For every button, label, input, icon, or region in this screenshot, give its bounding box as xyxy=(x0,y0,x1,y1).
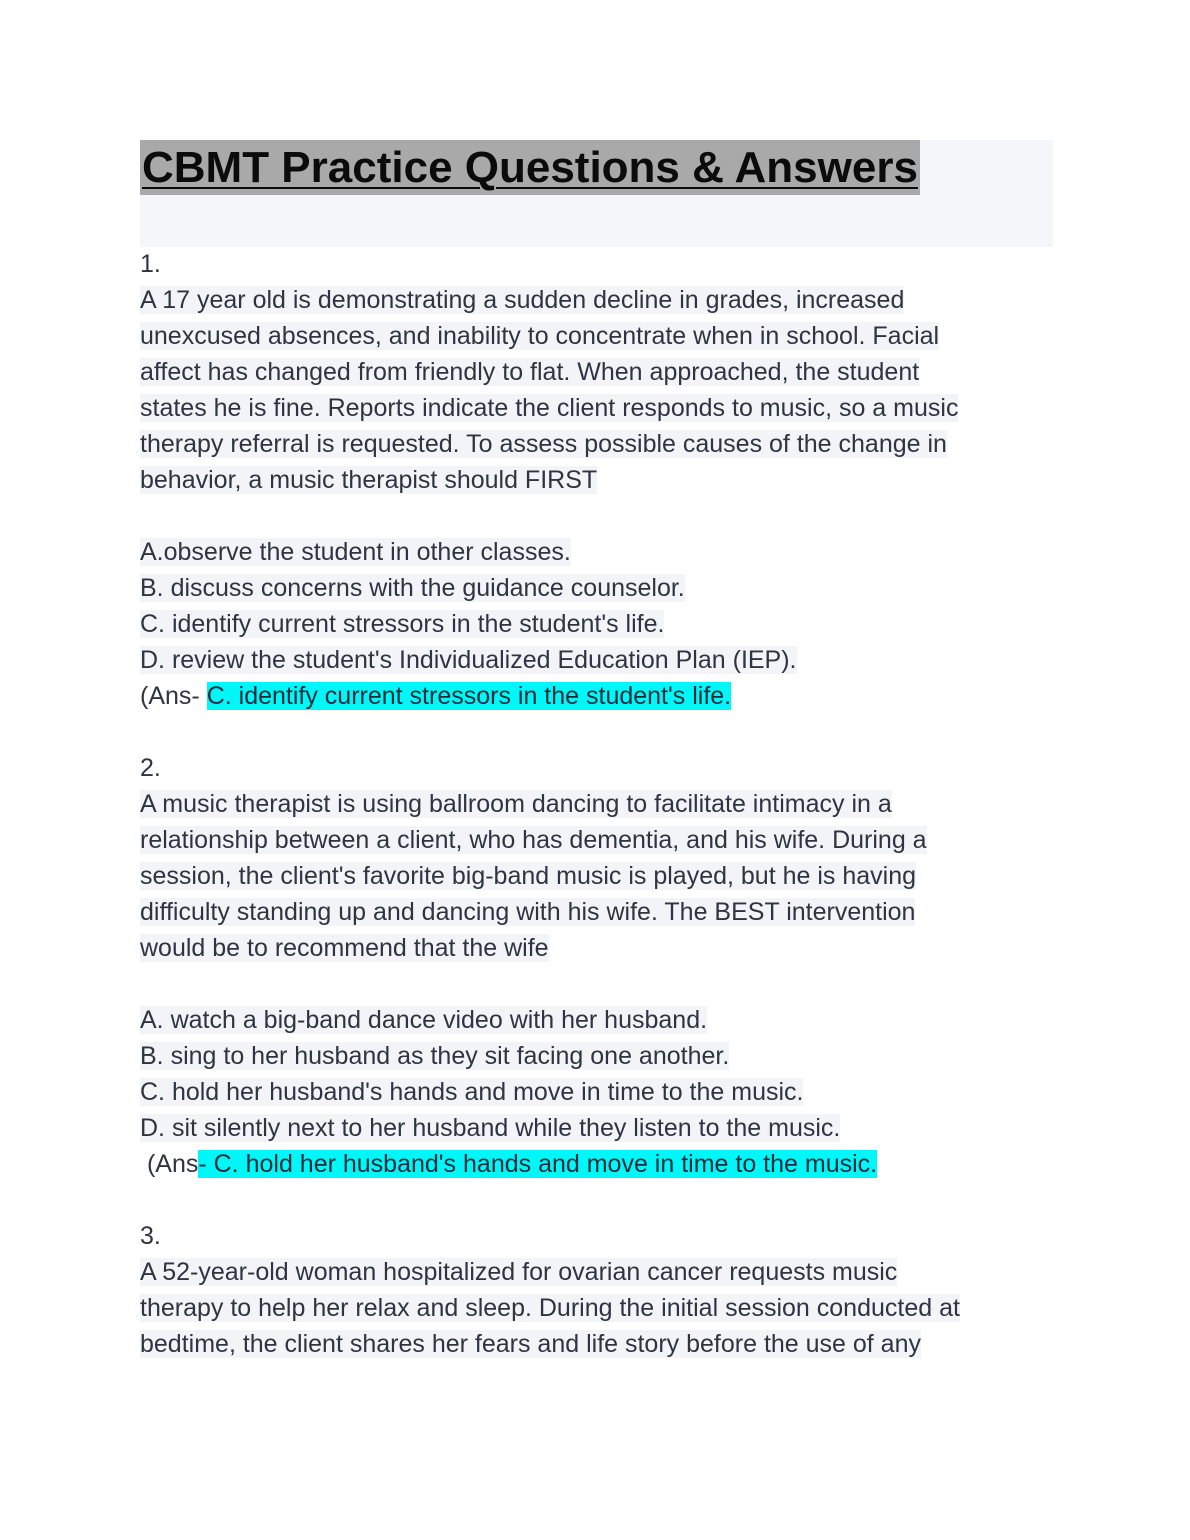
question-2-option-d: D. sit silently next to her husband while they listen to the music. xyxy=(140,1114,841,1142)
document-title: CBMT Practice Questions & Answers xyxy=(140,140,920,195)
question-3-text-line: therapy to help her relax and sleep. During the initial session conducted at xyxy=(140,1294,960,1322)
question-1-option-b: B. discuss concerns with the guidance counselor. xyxy=(140,574,685,602)
answer-highlight: - C. hold her husband's hands and move in time to the music. xyxy=(198,1150,878,1178)
answer-highlight: C. identify current stressors in the student's life. xyxy=(206,682,732,710)
question-2-text-line: difficulty standing up and dancing with his wife. The BEST intervention xyxy=(140,898,916,926)
question-1-text-line: affect has changed from friendly to flat. When approached, the student xyxy=(140,358,920,386)
question-1-text-line: therapy referral is requested. To assess possible causes of the change in xyxy=(140,430,947,458)
answer-prefix: (Ans- xyxy=(140,682,207,710)
question-2-text-line: A music therapist is using ballroom dancing to facilitate intimacy in a xyxy=(140,790,892,818)
question-3-text-line: bedtime, the client shares her fears and life story before the use of any xyxy=(140,1330,921,1358)
question-3-text-line: A 52-year-old woman hospitalized for ovarian cancer requests music xyxy=(140,1258,898,1286)
question-2-answer xyxy=(140,1146,877,1182)
question-2-option-b: B. sing to her husband as they sit facing one another. xyxy=(140,1042,730,1070)
question-1-option-d: D. review the student's Individualized Education Plan (IEP). xyxy=(140,646,797,674)
answer-prefix: (Ans xyxy=(140,1150,199,1178)
title-block xyxy=(140,140,1053,247)
question-1-text-line: behavior, a music therapist should FIRST xyxy=(140,466,598,494)
question-1-number: 1. xyxy=(140,250,161,278)
question-1-option-a: A.observe the student in other classes. xyxy=(140,538,571,566)
question-2-number: 2. xyxy=(140,754,161,782)
question-1-text-line: A 17 year old is demonstrating a sudden decline in grades, increased xyxy=(140,286,905,314)
question-3-number: 3. xyxy=(140,1222,161,1250)
question-2-option-c: C. hold her husband's hands and move in time to the music. xyxy=(140,1078,804,1106)
question-1-text-line: states he is fine. Reports indicate the client responds to music, so a music xyxy=(140,394,959,422)
question-1-answer xyxy=(140,678,731,714)
question-2-option-a: A. watch a big-band dance video with her husband. xyxy=(140,1006,708,1034)
question-2-text-line: session, the client's favorite big-band music is played, but he is having xyxy=(140,862,917,890)
question-1-option-c: C. identify current stressors in the student's life. xyxy=(140,610,665,638)
question-2-text-line: relationship between a client, who has dementia, and his wife. During a xyxy=(140,826,927,854)
question-2-text-line: would be to recommend that the wife xyxy=(140,934,549,962)
question-1-text-line: unexcused absences, and inability to concentrate when in school. Facial xyxy=(140,322,940,350)
